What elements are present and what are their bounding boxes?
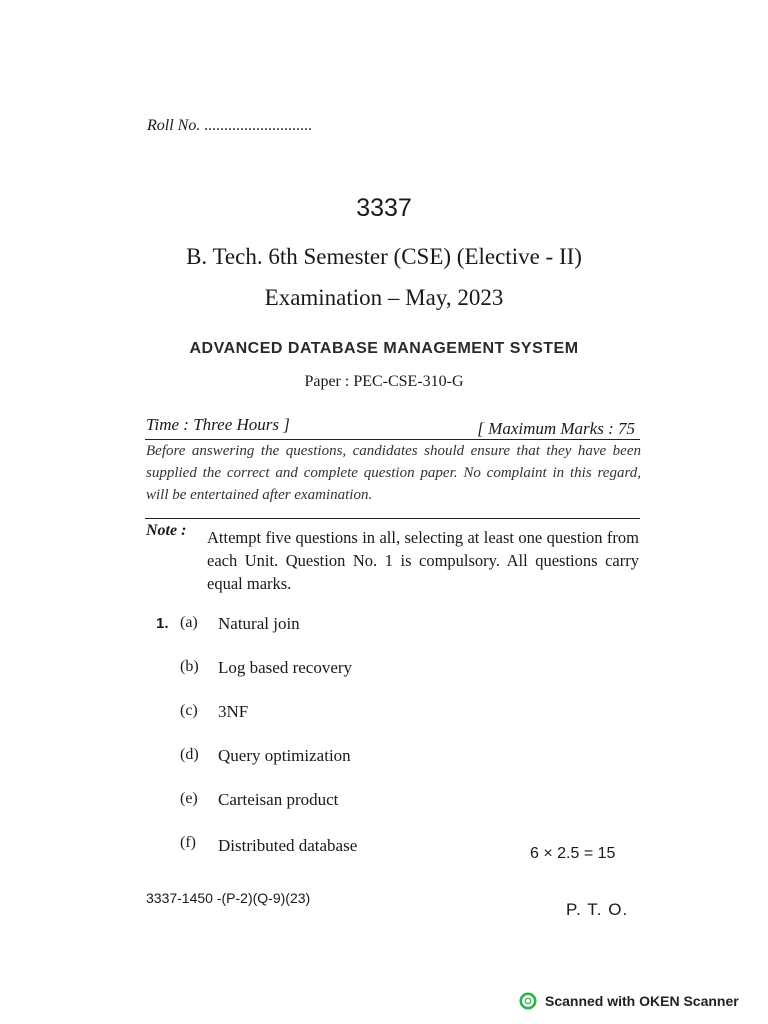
part-letter: (e) bbox=[180, 790, 198, 807]
please-turn-over: P. T. O. bbox=[566, 900, 629, 919]
degree-title: B. Tech. 6th Semester (CSE) (Elective - II) bbox=[186, 244, 582, 269]
part-text: Natural join bbox=[218, 614, 300, 633]
paper-code: 3337 bbox=[356, 194, 412, 222]
paper-id: Paper : PEC-CSE-310-G bbox=[304, 373, 464, 390]
candidate-instructions: Before answering the questions, candidates should ensure that they have been supplied the correct and complete question paper. No complaint in this regard, will be entertained after examination. bbox=[146, 443, 641, 503]
footer-paper-code: 3337-1450 -(P-2)(Q-9)(23) bbox=[146, 890, 311, 906]
part-letter: (b) bbox=[180, 658, 199, 675]
note-label: Note : bbox=[146, 522, 187, 539]
scanner-label: Scanned with OKEN Scanner bbox=[545, 993, 739, 1009]
part-text: Distributed database bbox=[218, 836, 358, 855]
exam-title: Examination – May, 2023 bbox=[264, 285, 504, 310]
part-letter: (a) bbox=[180, 614, 198, 631]
question-marks: 6 × 2.5 = 15 bbox=[530, 845, 616, 862]
oken-scanner-logo-icon bbox=[519, 992, 537, 1010]
part-text: 3NF bbox=[218, 702, 249, 721]
part-letter: (d) bbox=[180, 746, 199, 763]
part-text: Log based recovery bbox=[218, 658, 353, 677]
question-number: 1. bbox=[156, 615, 169, 632]
part-letter: (f) bbox=[180, 834, 196, 851]
scanner-watermark bbox=[519, 992, 739, 1010]
subject-title: ADVANCED DATABASE MANAGEMENT SYSTEM bbox=[189, 340, 579, 357]
maximum-marks: [ Maximum Marks : 75 bbox=[477, 419, 635, 438]
divider-bottom bbox=[145, 518, 640, 519]
part-text: Query optimization bbox=[218, 746, 351, 765]
part-letter: (c) bbox=[180, 702, 198, 719]
note-text: Attempt five questions in all, selecting at least one question from each Unit. Question No. 1 is compulsory. All questions carry equal marks. bbox=[207, 528, 639, 593]
part-text: Carteisan product bbox=[218, 790, 339, 809]
roll-number-line: Roll No. ........................... bbox=[147, 117, 313, 134]
time-allowed: Time : Three Hours ] bbox=[146, 415, 290, 434]
